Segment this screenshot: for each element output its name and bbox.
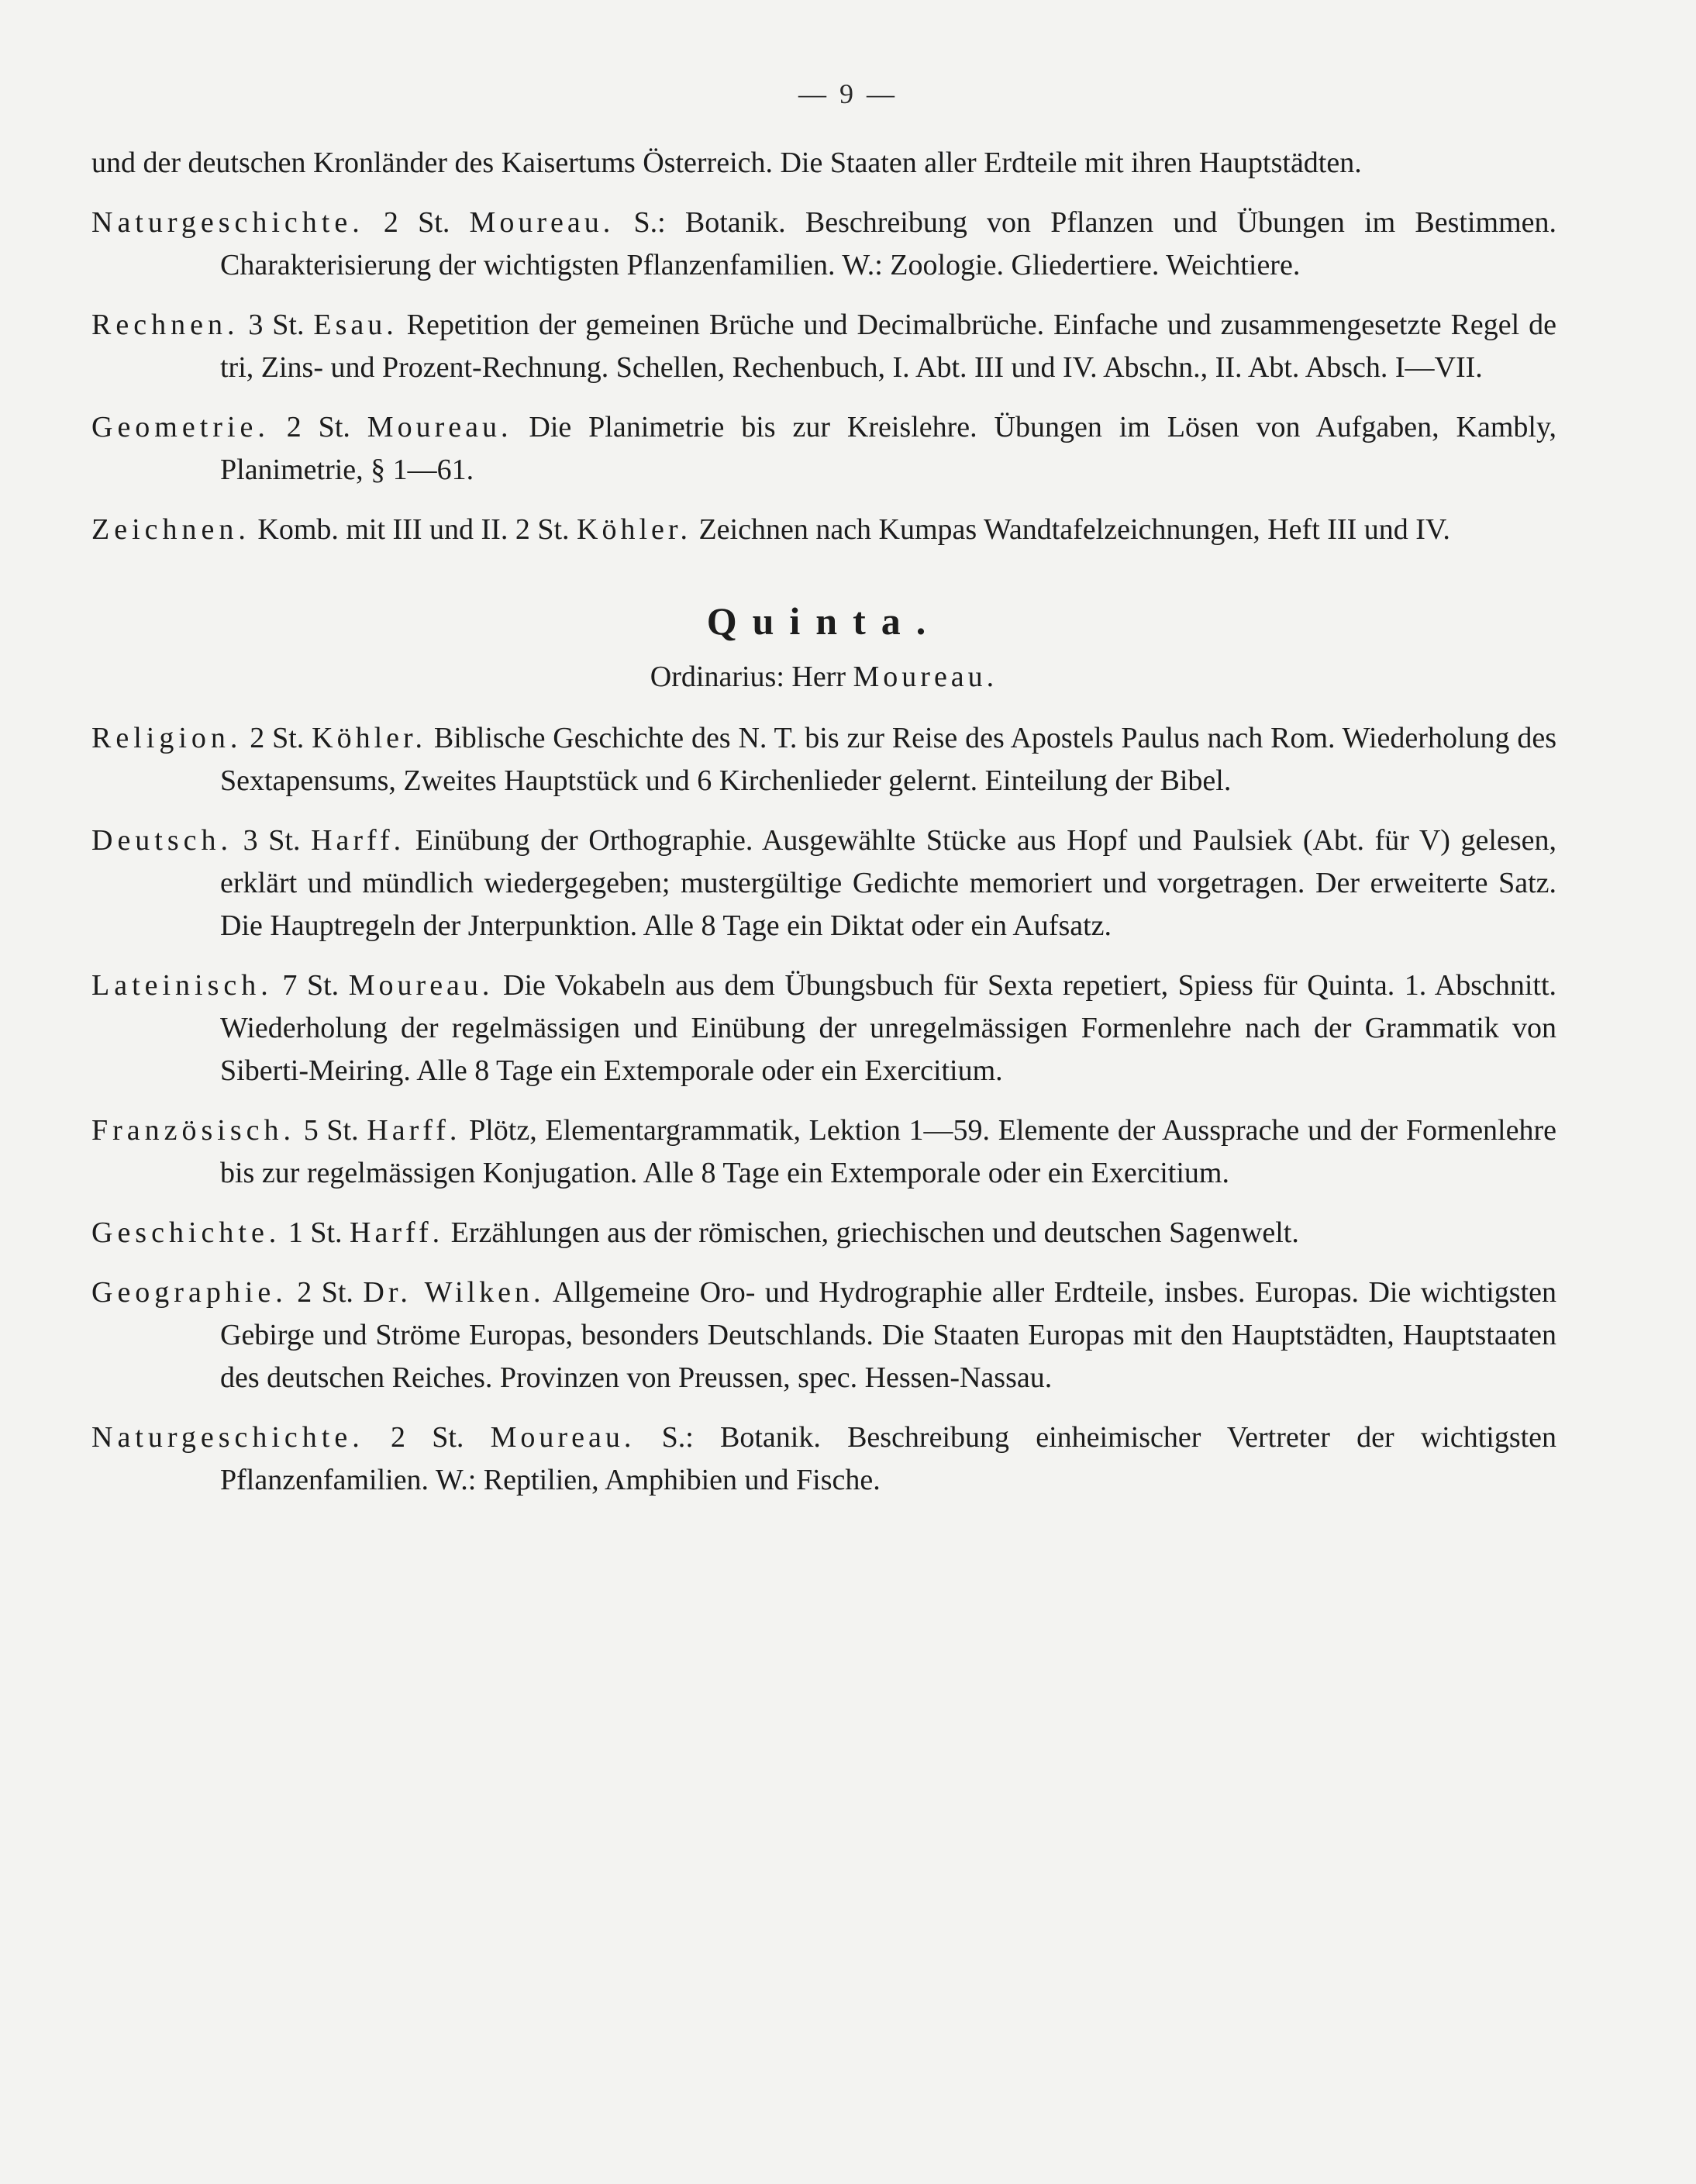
entry-hours: 2 St.: [250, 722, 305, 754]
entry-content: Einübung der Orthographie. Ausgewählte Stücke aus Hopf und Paulsiek (Abt. für V) gelesen, erklärt und mündlich wiedergegeben; mustergültige Gedichte memoriert und vorgetragen. Der erweiterte Satz. Die Hauptregeln der Jnterpunktion. Alle 8 Tage ein Diktat oder ein Aufsatz.: [220, 824, 1556, 942]
entry-hours: 3 St.: [248, 309, 305, 341]
entry-teacher: Esau.: [313, 309, 398, 341]
entry-subject: Zeichnen.: [91, 513, 250, 546]
entry-content: Allgemeine Oro- und Hydrographie aller Erdteile, insbes. Europas. Die wichtigsten Gebirge und Ströme Europas, besonders Deutschlands. Die Staaten Europas mit den Hauptstädten, Hauptstaaten des deutschen Reiches. Provinzen von Preussen, spec. Hessen-Nassau.: [220, 1276, 1556, 1394]
entry-subject: Religion.: [91, 722, 243, 754]
entry-hours: 2 St.: [383, 206, 450, 239]
entry-hours: 2 St.: [390, 1421, 464, 1454]
entry-content: Zeichnen nach Kumpas Wandtafelzeichnungen, Heft III und IV.: [698, 513, 1450, 546]
entry-subject: Geometrie.: [91, 411, 270, 443]
entry-content: Die Vokabeln aus dem Übungsbuch für Sexta repetiert, Spiess für Quinta. 1. Abschnitt. Wiederholung der regelmässigen und Einübung der unregelmässigen Formenlehre nach der Grammatik von Siberti-Meiring. Alle 8 Tage ein Extemporale oder ein Exercitium.: [220, 969, 1557, 1087]
entry-hours: 2 St.: [297, 1276, 353, 1309]
entry-content: S.: Botanik. Beschreibung einheimischer Vertreter der wichtigsten Pflanzenfamilien. W.: Reptilien, Amphibien und Fische.: [220, 1421, 1557, 1496]
entry-geographie: [91, 1271, 1556, 1399]
entry-lateinisch: [91, 964, 1556, 1092]
entry-teacher: Moureau.: [348, 969, 494, 1002]
entry-teacher: Moureau.: [367, 411, 512, 443]
entry-subject: Naturgeschichte.: [91, 206, 364, 239]
entry-subject: Geschichte.: [91, 1216, 281, 1249]
entry-teacher: Harff.: [367, 1114, 461, 1147]
entry-geschichte: [91, 1212, 1556, 1254]
entry-hours: Komb. mit III und II. 2 St.: [257, 513, 570, 546]
entry-hours: 2 St.: [286, 411, 350, 443]
page-number: — 9 —: [798, 78, 898, 109]
entry-content: Biblische Geschichte des N. T. bis zur Reise des Apostels Paulus nach Rom. Wiederholung des Sextapensums, Zweites Hauptstück und 6 Kirchenlieder gelernt. Einteilung der Bibel.: [220, 722, 1557, 797]
entry-hours: 1 St.: [288, 1216, 343, 1249]
entry-subject: Lateinisch.: [91, 969, 273, 1002]
entry-geometrie: [91, 406, 1556, 492]
ordinarius-label: Ordinarius: Herr: [650, 661, 846, 693]
entry-teacher: Harff.: [350, 1216, 444, 1249]
entry-content: S.: Botanik. Beschreibung von Pflanzen und Übungen im Bestimmen. Charakterisierung der wichtigsten Pflanzenfamilien. W.: Zoologie. Gliedertiere. Weichtiere.: [220, 206, 1557, 281]
entry-teacher: Harff.: [311, 824, 405, 857]
entry-hours: 7 St.: [282, 969, 340, 1002]
entry-teacher: Köhler.: [577, 513, 691, 546]
entry-deutsch: [91, 819, 1556, 947]
ordinarius-name: Moureau.: [853, 661, 998, 693]
entry-subject: Rechnen.: [91, 309, 240, 341]
entry-subject: Naturgeschichte.: [91, 1421, 364, 1454]
entry-naturgeschichte-sexta: [91, 202, 1556, 287]
entry-hours: 3 St.: [243, 824, 301, 857]
entry-subject: Geographie.: [91, 1276, 288, 1309]
entry-rechnen: [91, 304, 1556, 389]
entry-content: und der deutschen Kronländer des Kaisertums Österreich. Die Staaten aller Erdteile mit ihren Hauptstädten.: [91, 147, 1362, 179]
entry-content: Repetition der gemeinen Brüche und Decimalbrüche. Einfache und zusammengesetzte Regel de tri, Zins- und Prozent-Rechnung. Schellen, Rechenbuch, I. Abt. III und IV. Abschn., II. Abt. Absch. I—VII.: [220, 309, 1556, 384]
entry-content: Die Planimetrie bis zur Kreislehre. Übungen im Lösen von Aufgaben, Kambly, Planimetrie, § 1—61.: [220, 411, 1557, 486]
geography-continuation: [91, 142, 1556, 185]
entry-franzoesisch: [91, 1109, 1556, 1195]
entry-teacher: Moureau.: [469, 206, 615, 239]
entry-teacher: Moureau.: [490, 1421, 636, 1454]
entry-subject: Deutsch.: [91, 824, 233, 857]
ordinarius-line: [91, 655, 1556, 699]
entry-content: Erzählungen aus der römischen, griechischen und deutschen Sagenwelt.: [450, 1216, 1299, 1249]
entry-teacher: Köhler.: [312, 722, 427, 754]
section-title-quinta: Quinta.: [706, 599, 942, 643]
entry-religion: [91, 717, 1556, 802]
entry-naturgeschichte-quinta: [91, 1416, 1556, 1502]
entry-teacher: Dr. Wilken.: [363, 1276, 545, 1309]
entry-hours: 5 St.: [303, 1114, 359, 1147]
entry-subject: Französisch.: [91, 1114, 296, 1147]
entry-content: Plötz, Elementargrammatik, Lektion 1—59. Elemente der Aussprache und der Formenlehre bis zur regelmässigen Konjugation. Alle 8 Tage ein Extemporale oder ein Exercitium.: [220, 1114, 1556, 1189]
entry-zeichnen: [91, 509, 1556, 551]
text-block: [91, 142, 1556, 1519]
